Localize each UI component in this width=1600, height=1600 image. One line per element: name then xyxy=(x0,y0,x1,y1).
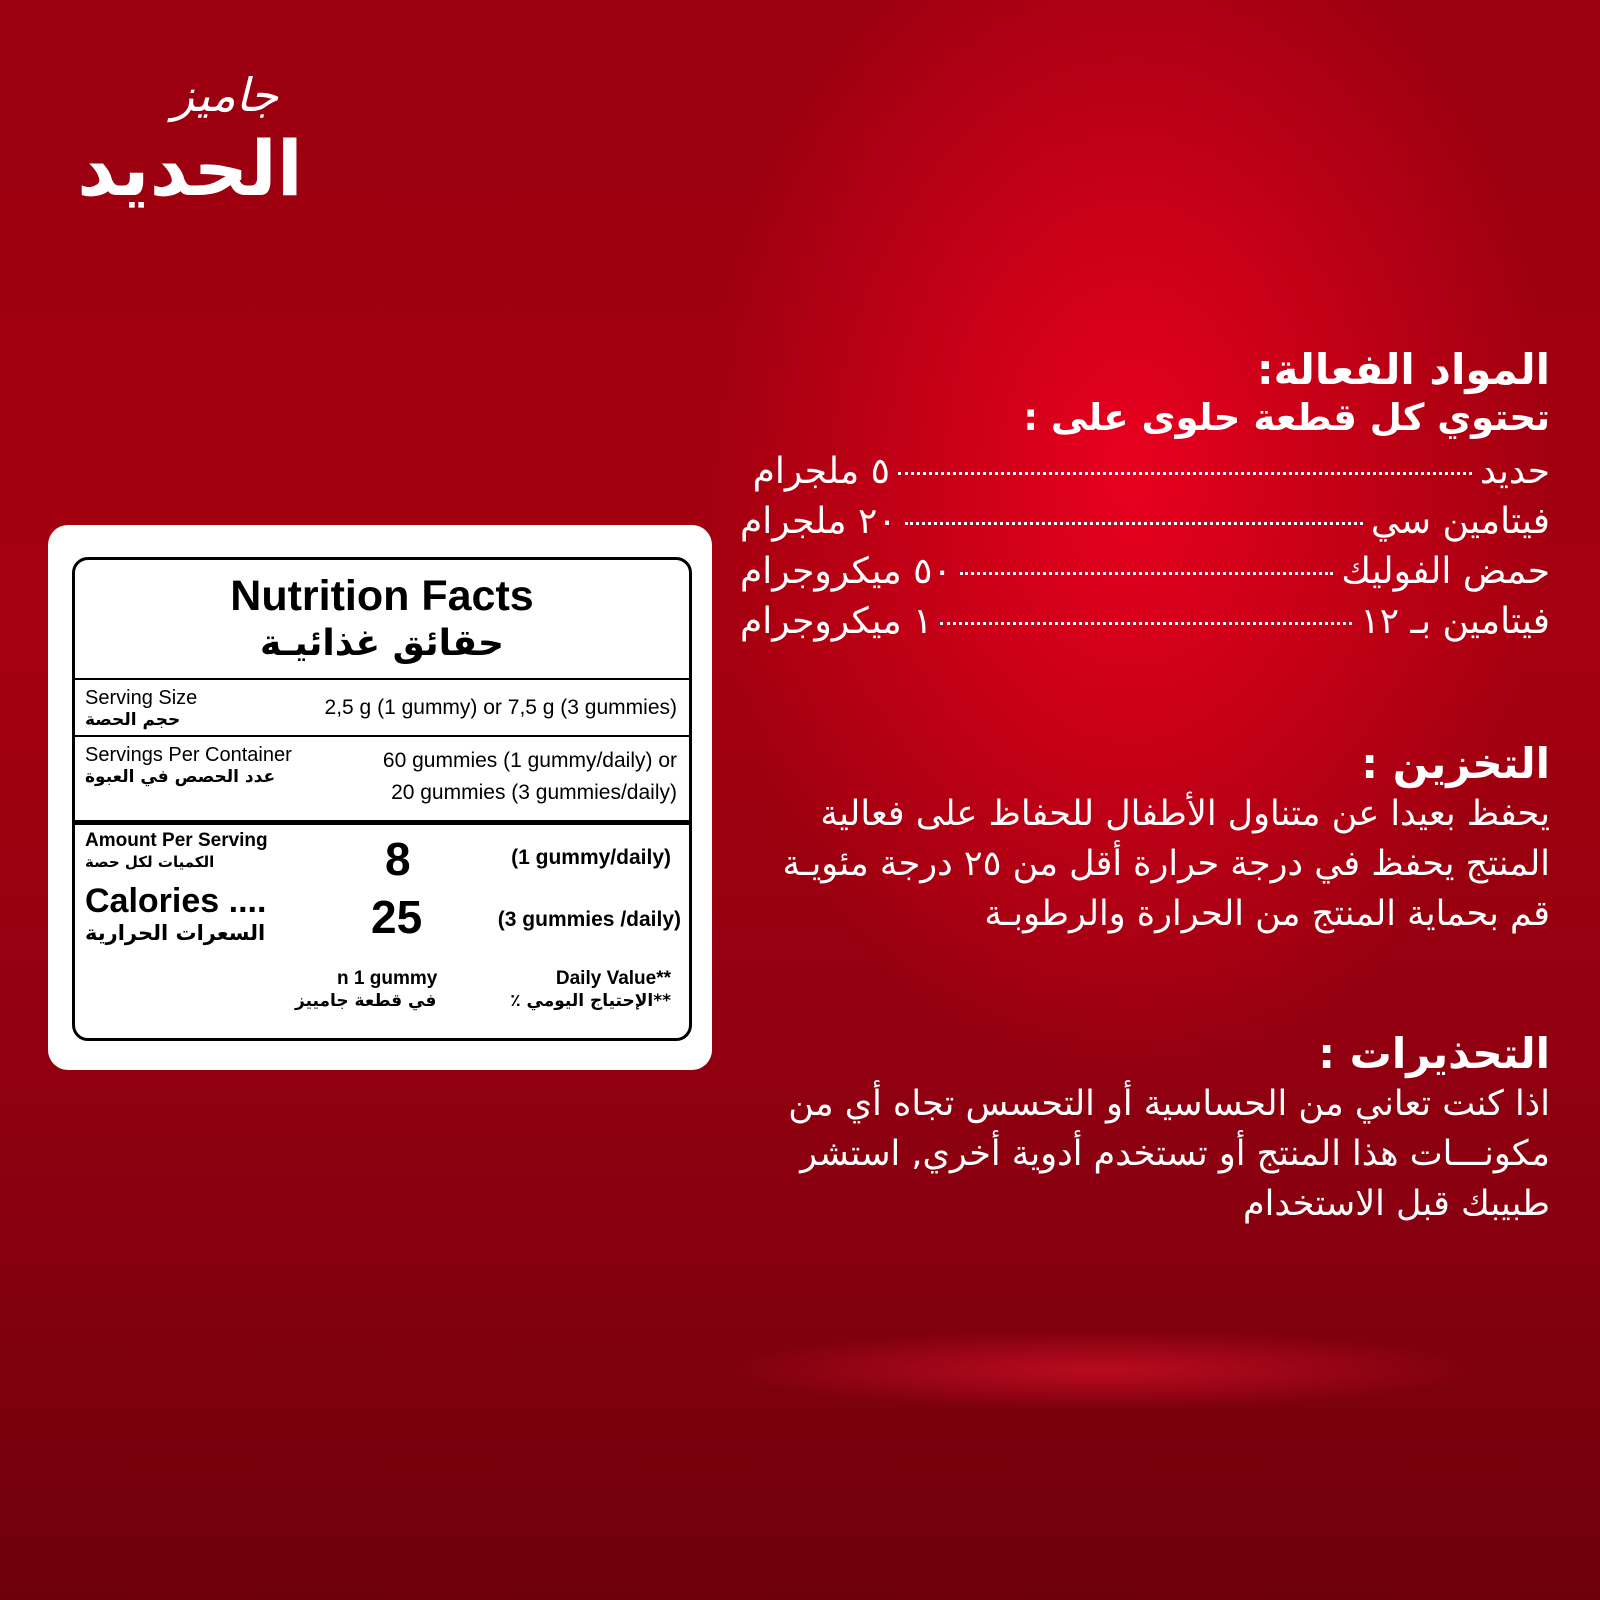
amount-per-serving-section xyxy=(75,820,689,1038)
nutrition-facts-label xyxy=(72,557,692,1041)
storage-line: قم بحماية المنتج من الحرارة والرطوبـة xyxy=(984,894,1550,934)
ingredient-amount: ٢٠ ملجرام xyxy=(740,501,897,542)
warnings-line: طبيبك قبل الاستخدام xyxy=(1242,1184,1550,1224)
nutrition-title-ar: حقائق غذائيـة xyxy=(260,623,504,664)
storage-section xyxy=(740,739,1550,939)
leader-dots xyxy=(898,472,1472,475)
leader-dots xyxy=(940,622,1352,625)
calories-value-3: 25 xyxy=(371,891,423,943)
storage-line: المنتج يحفظ في درجة حرارة أقل من ٢٥ درجة مئويـة xyxy=(782,844,1550,884)
brand-logo xyxy=(60,70,320,230)
warnings-section xyxy=(740,1029,1550,1229)
product-info xyxy=(740,345,1550,1229)
ingredient-name: حمض الفوليك xyxy=(1341,551,1550,592)
ingredient-amount: ٥٠ ميكروجرام xyxy=(740,551,952,592)
ingredient-row xyxy=(740,447,1550,497)
warnings-line: اذا كنت تعاني من الحساسية أو التحسس تجاه أي من xyxy=(788,1084,1550,1124)
ingredient-row xyxy=(740,547,1550,597)
product-name: الحديد xyxy=(77,124,303,213)
calories-label: Calories .... xyxy=(85,882,267,920)
leader-dots xyxy=(905,522,1363,525)
nutrition-panel xyxy=(48,525,712,1070)
calories-label-ar: السعرات الحرارية xyxy=(85,921,266,945)
ingredients-section xyxy=(740,345,1550,647)
per-gummy-label-ar: في قطعة جامييز xyxy=(295,991,437,1011)
ingredient-amount: ٥ ملجرام xyxy=(752,451,890,492)
amount-label: Amount Per Serving xyxy=(85,830,268,851)
warnings-heading: التحذيرات : xyxy=(1318,1029,1550,1078)
daily-value-label: Daily Value** xyxy=(555,968,671,989)
servings-per-container-row xyxy=(75,735,689,822)
leader-dots xyxy=(960,572,1334,575)
daily-value-label-ar: **الإحتياج اليومي ٪ xyxy=(510,991,671,1011)
ingredient-row xyxy=(740,597,1550,647)
ingredient-row xyxy=(740,497,1550,547)
serving-size-row xyxy=(75,678,689,737)
per-gummy-label: n 1 gummy xyxy=(337,968,438,989)
ingredients-subheading: تحتوي كل قطعة حلوى على : xyxy=(1023,396,1550,439)
warnings-line: مكونـــات هذا المنتج أو تستخدم أدوية أخري, استشر xyxy=(800,1134,1550,1174)
servings-value-2: 20 gummies (3 gummies/daily) xyxy=(391,781,677,804)
storage-heading: التخزين : xyxy=(1361,739,1550,788)
ingredient-name: فيتامين سي xyxy=(1370,501,1550,542)
calories-note-1: (1 gummy/daily) xyxy=(511,846,671,869)
brand-script-name: جاميز xyxy=(171,68,279,122)
servings-label: Servings Per Container xyxy=(85,744,292,766)
storage-line: يحفظ بعيدا عن متناول الأطفال للحفاظ على فعالية xyxy=(820,794,1550,834)
calories-note-3: (3 gummies /daily) xyxy=(497,908,681,931)
ingredient-amount: ١ ميكروجرام xyxy=(740,601,933,642)
ingredients-heading: المواد الفعالة: xyxy=(1256,345,1550,394)
serving-size-label-ar: حجم الحصة xyxy=(85,710,181,730)
servings-label-ar: عدد الحصص في العبوة xyxy=(85,767,276,787)
servings-value-1: 60 gummies (1 gummy/daily) or xyxy=(382,749,677,772)
amount-label-ar: الكميات لكل حصة xyxy=(85,853,215,871)
serving-size-label: Serving Size xyxy=(85,687,198,709)
nutrition-title: Nutrition Facts xyxy=(230,572,534,620)
calories-value-1: 8 xyxy=(385,833,411,885)
serving-size-value: 2,5 g (1 gummy) or 7,5 g (3 gummies) xyxy=(324,696,677,719)
ingredient-name: حديد xyxy=(1479,451,1550,492)
ingredient-name: فيتامين بـ ١٢ xyxy=(1360,601,1550,642)
